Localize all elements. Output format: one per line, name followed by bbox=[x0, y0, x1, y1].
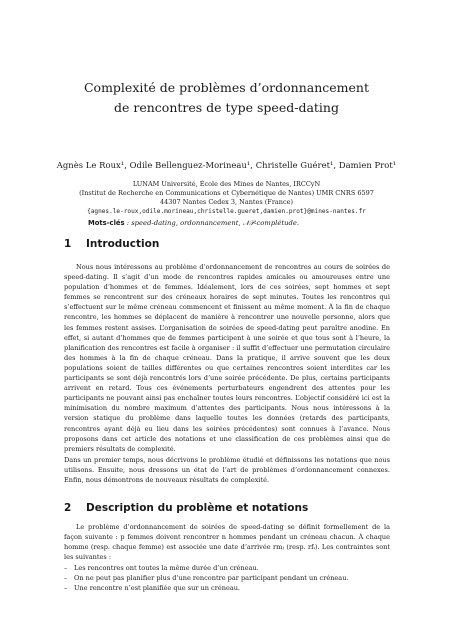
list-item: – On ne peut pas planifier plus d’une rencontre par participant pendant un créneau. bbox=[64, 573, 390, 583]
intro-paragraph-2: Dans un premier temps, nous décrivons le problème étudié et définissons les notations que nous utilisons. Ensuite, nous dressons un état de l’art de problèmes d’ordonnancement connexes. Enfin, nous démontrons de nouveaux résultats de complexité. bbox=[64, 456, 390, 485]
section-title: Description du problème et notations bbox=[86, 502, 309, 514]
keywords-label: Mots-clés bbox=[88, 219, 125, 227]
list-item: – Les rencontres ont toutes la même durée d’un créneau. bbox=[64, 563, 390, 573]
section-number: 1 bbox=[64, 238, 72, 250]
paper-title-line-2: de rencontres de type speed-dating bbox=[114, 100, 339, 115]
affiliation-line-3: 44307 Nantes Cedex 3, Nantes (France) bbox=[159, 198, 294, 206]
section-heading-introduction bbox=[64, 238, 159, 250]
paper-title-line-1: Complexité de problèmes d’ordonnancement bbox=[83, 80, 370, 95]
section-title: Introduction bbox=[86, 238, 160, 250]
section-number: 2 bbox=[64, 502, 72, 514]
intro-paragraph-1: Nous nous intéressons au problème d’ordonnancement de rencontres au cours de soirées de speed-dating. Il s’agit d’un mode de rencontres rapides amicales ou amoureuses entre une population d’hommes et de femmes. Idéalement, lors de ces soirées, sept hommes et sept femmes se rencontrent sur des créneaux horaires de sept minutes. Toutes les rencontres qui s’effectuent sur le même créneau commencent et finissent au même moment. À la fin de chaque rencontre, les hommes se déplacent de manière à rencontrer une nouvelle personne, alors que les femmes restent assises. L’organisation de soirées de speed-dating peut paraître anodine. En effet, si autant d’hommes que de femmes participent à une soirée et que tous sont à l’heure, la planification des rencontres est facile à organiser : il suffit d’effectuer une permutation circulaire des hommes à la fin de chaque créneau. Dans la pratique, il arrive souvent que les deux populations soient de tailles différentes ou que certaines rencontres soient interdites car les participants se sont déjà rencontrés lors d’une soirée précédente. De plus, certains participants arrivent en retard. Tous ces événements perturbateurs engendrent des attentes pour les participants ne pouvant ainsi pas enchaîner toutes leurs rencontres. L’objectif considéré ici est la minimisation du nombre maximum d’attentes des participants. Nous nous intéressons à la version statique du problème dans laquelle toutes les données (retards des participants, rencontres ayant déjà eu lieu dans les soirées précédentes) sont connues à l’avance. Nous proposons dans cet article des notations et une classification de ces problèmes ainsi que de premiers résultats de complexité. bbox=[64, 263, 390, 453]
section-heading-description bbox=[64, 502, 308, 514]
author-list: Agnès Le Roux¹, Odile Bellenguez-Morineau¹, Christelle Guéret¹, Damien Prot¹ bbox=[56, 160, 397, 170]
constraint-list bbox=[64, 563, 390, 593]
list-item: – Une rencontre n’est planifiée que sur un créneau. bbox=[64, 583, 390, 593]
section2-paragraph-1: Le problème d’ordonnancement de soirées de speed-dating se définit formellement de la façon suivante : p femmes doivent rencontrer n hommes pendant un créneau chacun. À chaque homme (resp. chaque femme) est associée une date d’arrivée rmⱼ (resp. rfᵢ). Les contraintes sont les suivantes : bbox=[64, 523, 390, 562]
affiliation-line-1: LUNAM Université, École des Mines de Nantes, IRCCyN bbox=[132, 180, 321, 188]
keywords bbox=[88, 219, 299, 228]
author-emails: {agnes.le-roux,odile.morineau,christelle.gueret,damien.prot}@mines-nantes.fr bbox=[87, 208, 366, 215]
affiliation-line-2: (Institut de Recherche en Communications et Cybernétique de Nantes) UMR CNRS 6597 bbox=[79, 189, 374, 197]
keywords-text: : speed-dating, ordonnancement, 𝒩𝒫-complétude. bbox=[124, 219, 300, 227]
